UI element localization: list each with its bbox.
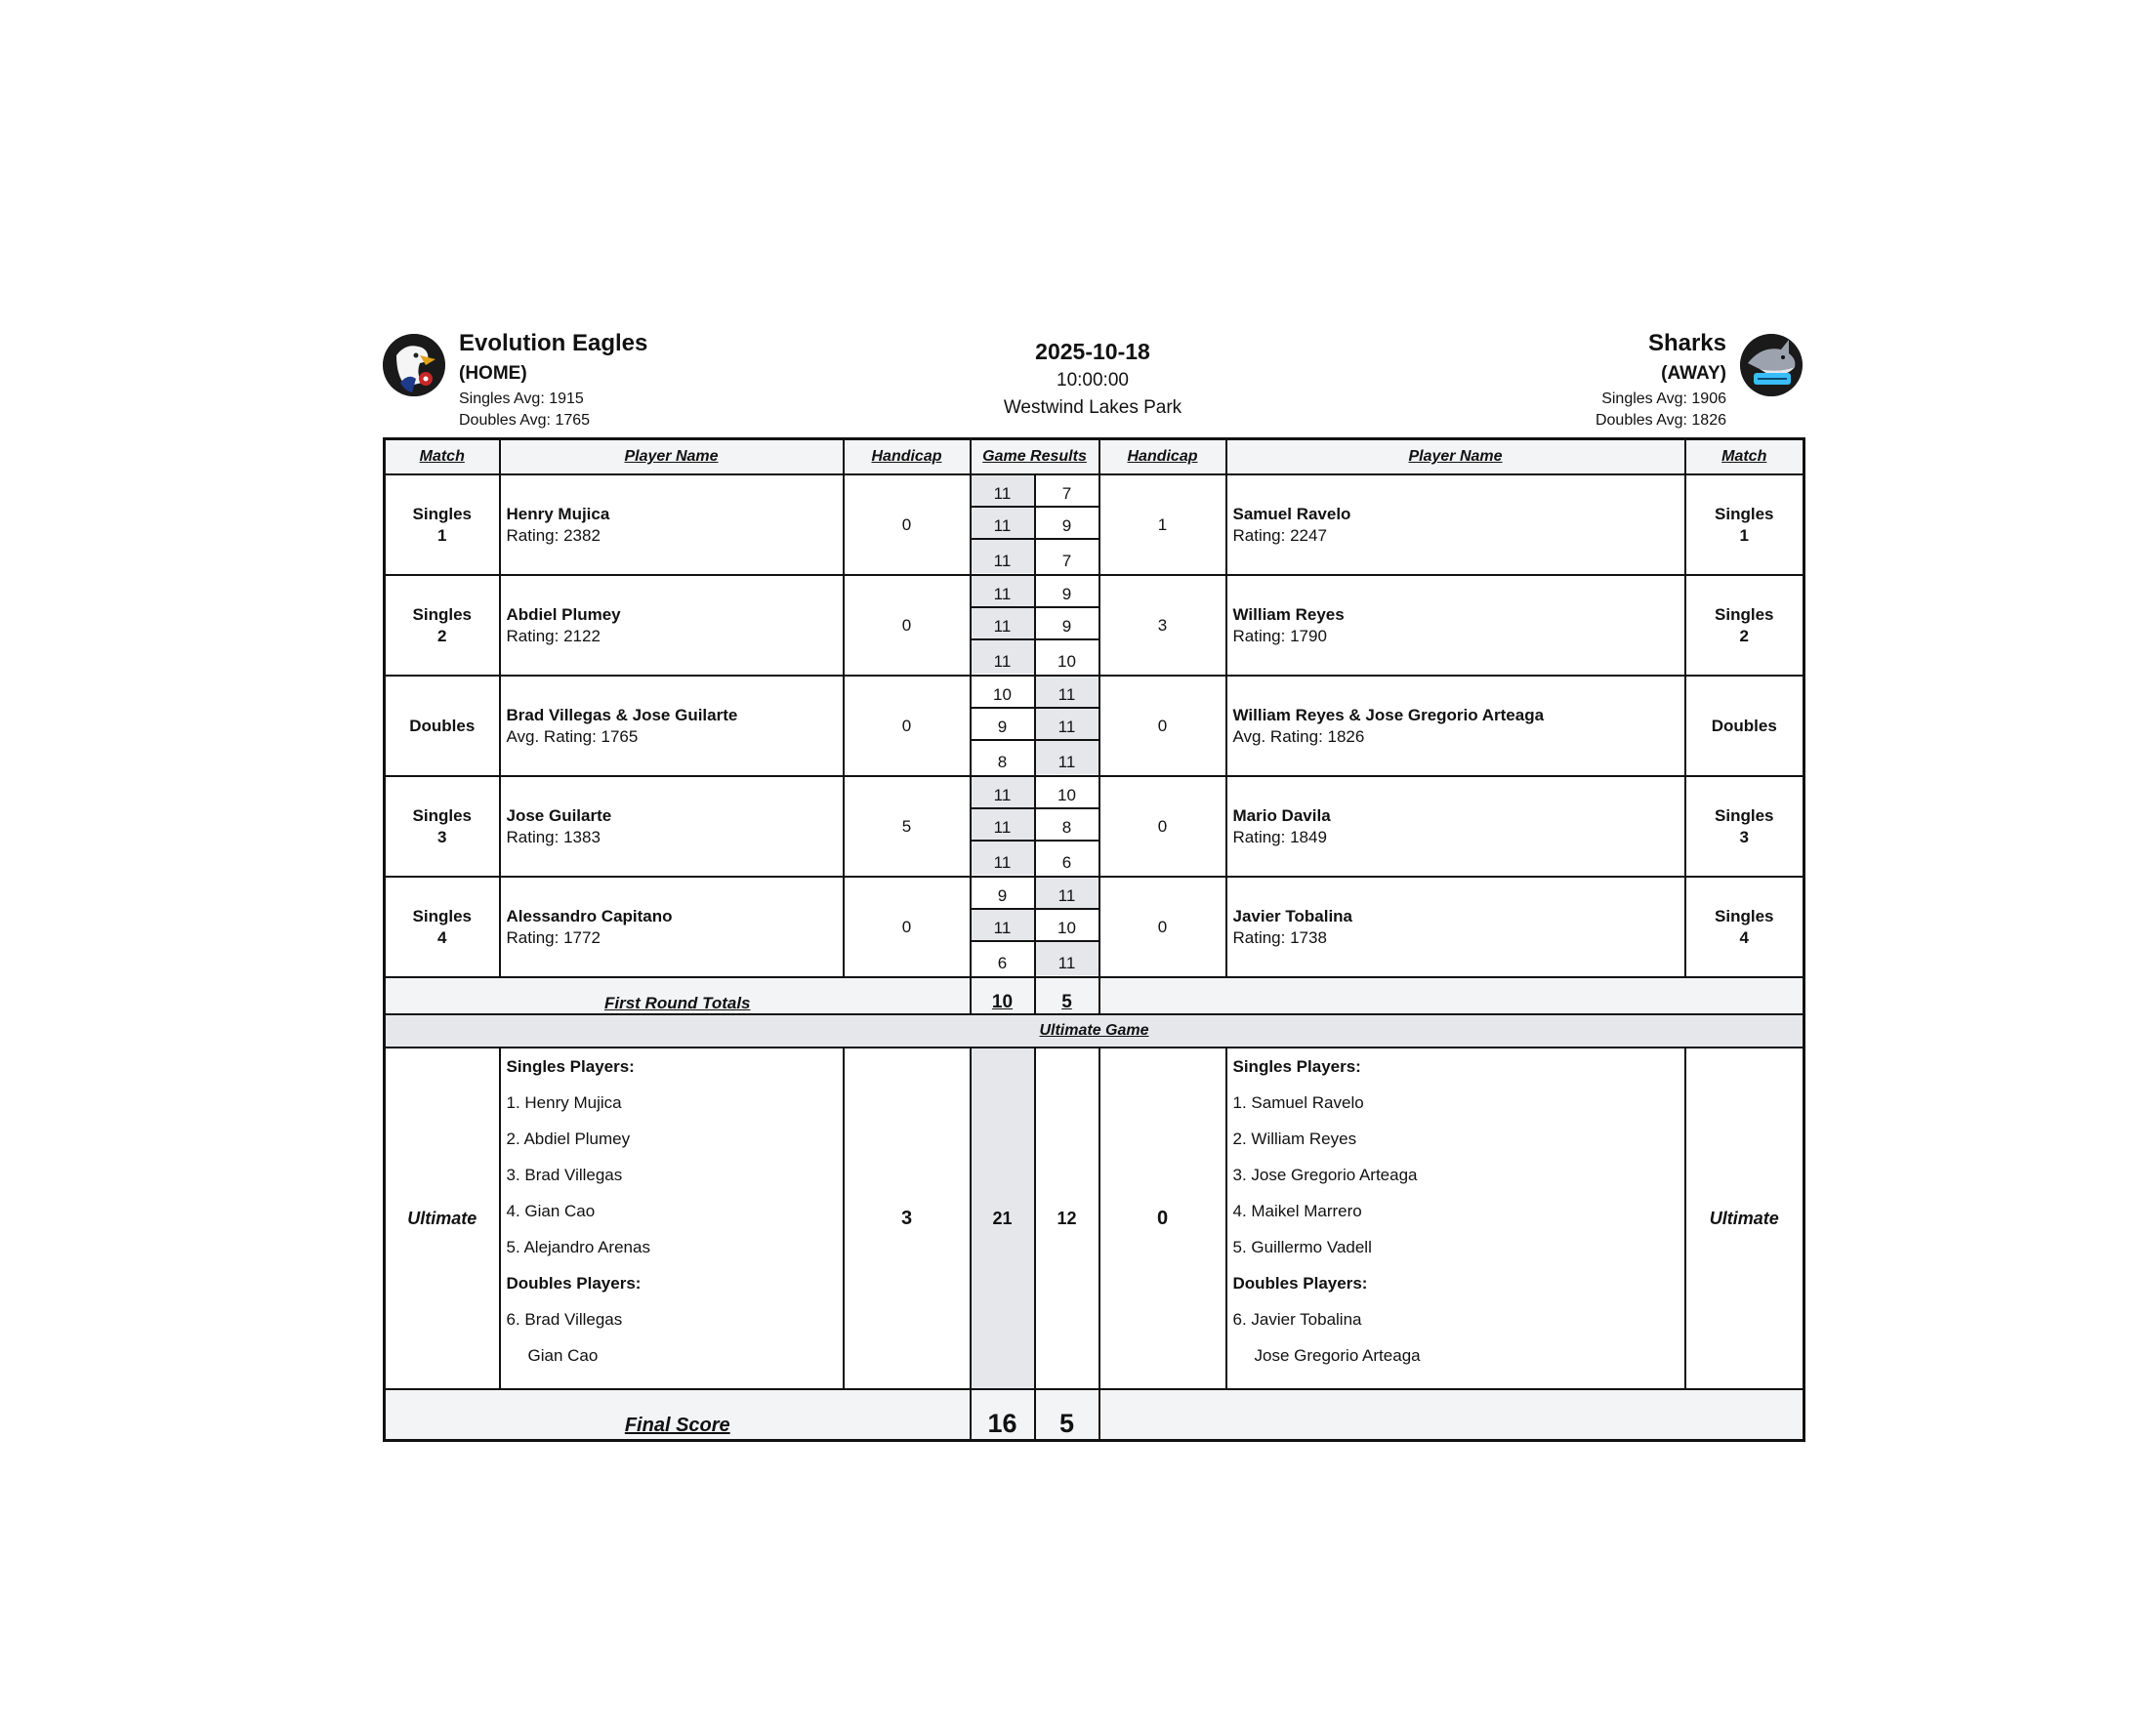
away-team-side: (AWAY) xyxy=(1661,363,1726,384)
match-number: 4 xyxy=(437,927,447,947)
home-player-name: Jose Guilarte xyxy=(506,805,612,825)
home-match-type xyxy=(385,474,500,575)
roster-entry: 6. Javier Tobalina xyxy=(1232,1310,1362,1329)
roster-entry: 5. Alejandro Arenas xyxy=(506,1238,650,1256)
match-venue: Westwind Lakes Park xyxy=(1003,397,1182,418)
roster-subheading: Doubles Players: xyxy=(1232,1274,1368,1293)
away-game-score: 11 xyxy=(1036,942,1099,975)
match-type-label: Singles xyxy=(412,906,472,925)
home-game-scores xyxy=(971,877,1035,977)
home-ultimate-score: 21 xyxy=(971,1048,1035,1389)
home-game-scores xyxy=(971,474,1035,575)
home-team-name: Evolution Eagles xyxy=(459,330,648,356)
roster-entry: 6. Brad Villegas xyxy=(506,1310,623,1329)
match-date: 2025-10-18 xyxy=(1035,339,1150,364)
roster-subheading: Singles Players: xyxy=(1232,1057,1361,1076)
ultimate-game-title: Ultimate Game xyxy=(385,1014,1804,1048)
shark-logo-icon xyxy=(1740,334,1803,396)
home-game-score: 11 xyxy=(972,640,1034,674)
match-number: 2 xyxy=(437,626,447,645)
away-game-scores xyxy=(1035,575,1099,676)
first-round-filler xyxy=(1099,977,1804,1014)
home-match-type xyxy=(385,575,500,676)
match-number: 1 xyxy=(437,525,447,545)
match-row xyxy=(385,474,1804,575)
away-game-score: 10 xyxy=(1036,640,1099,674)
home-player-rating: Rating: 1772 xyxy=(506,927,601,947)
match-type-label: Doubles xyxy=(409,716,476,735)
home-match-type xyxy=(385,877,500,977)
home-player-name: Brad Villegas & Jose Guilarte xyxy=(506,705,738,724)
away-handicap: 3 xyxy=(1099,575,1226,676)
roster-entry: 4. Maikel Marrero xyxy=(1232,1202,1362,1220)
roster-entry: Jose Gregorio Arteaga xyxy=(1254,1346,1421,1365)
match-row xyxy=(385,676,1804,776)
away-match-type xyxy=(1685,676,1804,776)
away-player-name: Samuel Ravelo xyxy=(1232,504,1351,523)
away-ultimate-label: Ultimate xyxy=(1685,1048,1804,1389)
away-game-score: 11 xyxy=(1036,741,1099,774)
home-game-score: 11 xyxy=(972,608,1034,640)
away-player-cell xyxy=(1226,676,1685,776)
match-type-label: Singles xyxy=(1715,504,1774,523)
first-round-totals-row xyxy=(385,977,1804,1014)
away-singles-avg: Singles Avg: 1906 xyxy=(1601,390,1726,407)
home-player-cell xyxy=(500,676,844,776)
away-game-scores xyxy=(1035,676,1099,776)
home-player-rating: Rating: 2382 xyxy=(506,525,601,545)
home-player-name: Alessandro Capitano xyxy=(506,906,673,925)
match-time: 10:00:00 xyxy=(1057,370,1129,390)
away-ultimate-score: 12 xyxy=(1035,1048,1099,1389)
home-player-name: Abdiel Plumey xyxy=(506,604,621,624)
away-game-score: 7 xyxy=(1036,540,1099,573)
away-match-type xyxy=(1685,575,1804,676)
home-doubles-avg: Doubles Avg: 1765 xyxy=(459,412,591,429)
final-away-score: 5 xyxy=(1035,1389,1099,1441)
home-game-score: 9 xyxy=(972,709,1034,741)
away-game-score: 9 xyxy=(1036,608,1099,640)
roster-entry: 5. Guillermo Vadell xyxy=(1232,1238,1372,1256)
away-ultimate-roster xyxy=(1226,1048,1685,1389)
match-meta xyxy=(383,336,1803,422)
away-player-cell xyxy=(1226,776,1685,877)
scoresheet xyxy=(383,328,1803,1442)
match-type-label: Singles xyxy=(1715,604,1774,624)
match-number: 2 xyxy=(1739,626,1749,645)
away-handicap: 0 xyxy=(1099,877,1226,977)
home-singles-avg: Singles Avg: 1915 xyxy=(459,390,584,407)
match-row xyxy=(385,776,1804,877)
match-type-label: Singles xyxy=(412,604,472,624)
home-game-score: 11 xyxy=(972,809,1034,842)
results-table xyxy=(383,437,1805,1442)
first-round-home-total: 10 xyxy=(971,977,1035,1014)
roster-entry: 1. Samuel Ravelo xyxy=(1232,1093,1364,1112)
away-player-rating: Avg. Rating: 1826 xyxy=(1232,726,1365,746)
home-handicap: 0 xyxy=(844,474,971,575)
col-header-game-results: Game Results xyxy=(971,439,1099,475)
home-game-score: 11 xyxy=(972,910,1034,942)
away-player-cell xyxy=(1226,877,1685,977)
home-game-score: 9 xyxy=(972,878,1034,910)
away-team-name: Sharks xyxy=(1647,330,1726,356)
away-game-score: 11 xyxy=(1036,878,1099,910)
home-game-score: 6 xyxy=(972,942,1034,975)
home-game-score: 11 xyxy=(972,540,1034,573)
away-game-score: 11 xyxy=(1036,709,1099,741)
match-row xyxy=(385,575,1804,676)
away-game-score: 6 xyxy=(1036,842,1099,875)
home-game-score: 11 xyxy=(972,475,1034,508)
match-row xyxy=(385,877,1804,977)
match-number: 3 xyxy=(1739,827,1749,846)
away-game-score: 9 xyxy=(1036,508,1099,540)
first-round-totals-label: First Round Totals xyxy=(385,977,971,1014)
away-game-scores xyxy=(1035,776,1099,877)
home-ultimate-handicap: 3 xyxy=(844,1048,971,1389)
home-player-rating: Rating: 2122 xyxy=(506,626,601,645)
home-game-score: 11 xyxy=(972,777,1034,809)
roster-entry: Gian Cao xyxy=(527,1346,599,1365)
final-home-score: 16 xyxy=(971,1389,1035,1441)
col-header-handicap-away: Handicap xyxy=(1099,439,1226,475)
final-score-row xyxy=(385,1389,1804,1441)
home-handicap: 0 xyxy=(844,676,971,776)
match-type-label: Singles xyxy=(412,504,472,523)
away-match-type xyxy=(1685,877,1804,977)
col-header-player-away: Player Name xyxy=(1226,439,1685,475)
away-player-rating: Rating: 1790 xyxy=(1232,626,1327,645)
home-game-score: 8 xyxy=(972,741,1034,774)
away-player-name: Mario Davila xyxy=(1232,805,1331,825)
home-match-type xyxy=(385,676,500,776)
home-player-cell xyxy=(500,474,844,575)
away-handicap: 0 xyxy=(1099,676,1226,776)
home-handicap: 0 xyxy=(844,575,971,676)
roster-subheading: Singles Players: xyxy=(506,1057,635,1076)
away-team-info xyxy=(1596,328,1726,432)
away-player-rating: Rating: 1738 xyxy=(1232,927,1327,947)
home-game-score: 11 xyxy=(972,842,1034,875)
home-match-type xyxy=(385,776,500,877)
home-player-rating: Avg. Rating: 1765 xyxy=(506,726,639,746)
home-ultimate-roster xyxy=(500,1048,844,1389)
away-match-type xyxy=(1685,474,1804,575)
away-doubles-avg: Doubles Avg: 1826 xyxy=(1595,412,1726,429)
scoresheet-header xyxy=(383,328,1803,437)
col-header-match-away: Match xyxy=(1685,439,1804,475)
home-game-scores xyxy=(971,776,1035,877)
away-game-score: 9 xyxy=(1036,576,1099,608)
match-type-label: Singles xyxy=(1715,805,1774,825)
match-type-label: Doubles xyxy=(1711,716,1777,735)
home-game-scores xyxy=(971,575,1035,676)
roster-subheading: Doubles Players: xyxy=(506,1274,642,1293)
home-handicap: 5 xyxy=(844,776,971,877)
match-type-label: Singles xyxy=(1715,906,1774,925)
away-player-cell xyxy=(1226,474,1685,575)
away-player-name: William Reyes & Jose Gregorio Arteaga xyxy=(1232,705,1545,724)
match-number: 1 xyxy=(1739,525,1749,545)
roster-entry: 3. Jose Gregorio Arteaga xyxy=(1232,1166,1418,1184)
away-player-name: William Reyes xyxy=(1232,604,1345,624)
away-player-rating: Rating: 1849 xyxy=(1232,827,1327,846)
home-player-cell xyxy=(500,877,844,977)
away-game-scores xyxy=(1035,877,1099,977)
away-game-score: 11 xyxy=(1036,677,1099,709)
ultimate-row xyxy=(385,1048,1804,1389)
roster-entry: 2. Abdiel Plumey xyxy=(506,1130,631,1148)
roster-entry: 3. Brad Villegas xyxy=(506,1166,623,1184)
final-score-filler xyxy=(1099,1389,1804,1441)
away-game-score: 10 xyxy=(1036,910,1099,942)
match-type-label: Singles xyxy=(412,805,472,825)
col-header-player-home: Player Name xyxy=(500,439,844,475)
roster-entry: 1. Henry Mujica xyxy=(506,1093,622,1112)
away-game-score: 7 xyxy=(1036,475,1099,508)
away-game-score: 10 xyxy=(1036,777,1099,809)
home-player-name: Henry Mujica xyxy=(506,504,610,523)
col-header-handicap-home: Handicap xyxy=(844,439,971,475)
match-number: 4 xyxy=(1739,927,1749,947)
away-game-score: 8 xyxy=(1036,809,1099,842)
home-handicap: 0 xyxy=(844,877,971,977)
ultimate-header-row xyxy=(385,1014,1804,1048)
final-score-label: Final Score xyxy=(385,1389,971,1441)
match-number: 3 xyxy=(437,827,447,846)
home-player-rating: Rating: 1383 xyxy=(506,827,601,846)
away-ultimate-handicap: 0 xyxy=(1099,1048,1226,1389)
col-header-match-home: Match xyxy=(385,439,500,475)
home-game-score: 11 xyxy=(972,508,1034,540)
roster-entry: 2. William Reyes xyxy=(1232,1130,1357,1148)
away-player-cell xyxy=(1226,575,1685,676)
away-match-type xyxy=(1685,776,1804,877)
away-handicap: 1 xyxy=(1099,474,1226,575)
home-ultimate-label: Ultimate xyxy=(385,1048,500,1389)
first-round-away-total: 5 xyxy=(1035,977,1099,1014)
away-game-scores xyxy=(1035,474,1099,575)
home-player-cell xyxy=(500,776,844,877)
home-team-side: (HOME) xyxy=(459,363,527,384)
roster-entry: 4. Gian Cao xyxy=(506,1202,596,1220)
away-player-name: Javier Tobalina xyxy=(1232,906,1353,925)
home-player-cell xyxy=(500,575,844,676)
away-player-rating: Rating: 2247 xyxy=(1232,525,1327,545)
away-handicap: 0 xyxy=(1099,776,1226,877)
home-game-score: 11 xyxy=(972,576,1034,608)
home-game-score: 10 xyxy=(972,677,1034,709)
home-game-scores xyxy=(971,676,1035,776)
table-header-row xyxy=(385,439,1804,475)
